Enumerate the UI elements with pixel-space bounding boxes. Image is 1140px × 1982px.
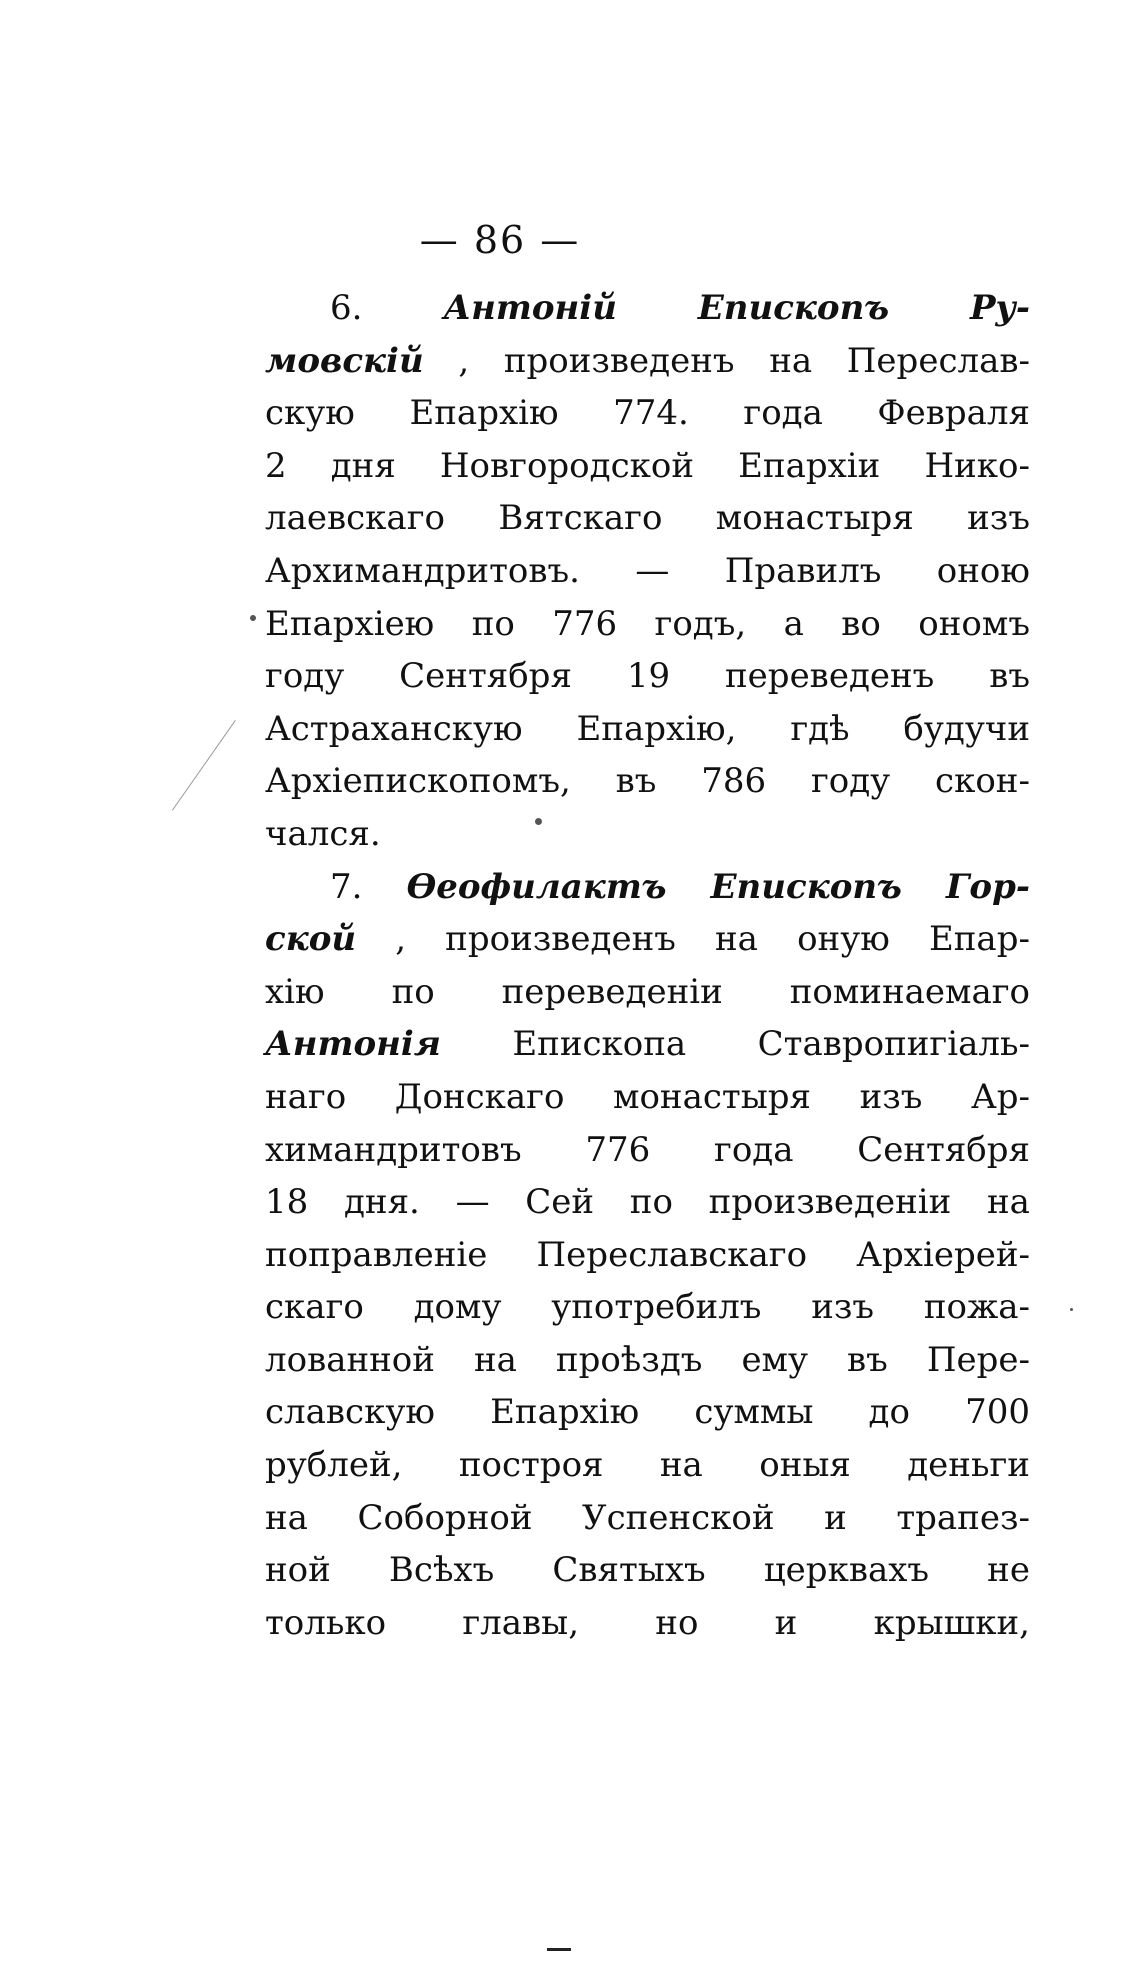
text-line	[265, 703, 1030, 756]
word: —	[635, 550, 670, 591]
text-line	[265, 650, 1030, 703]
text-line	[265, 492, 1030, 545]
word: Сей	[525, 1182, 595, 1223]
word: Донскаго	[394, 1076, 565, 1117]
word: и	[824, 1497, 847, 1538]
word: на	[265, 1497, 308, 1538]
word: на	[473, 1339, 517, 1380]
word: главы,	[462, 1602, 580, 1643]
proper-name: Ру-	[969, 288, 1030, 328]
word: Астраханскую	[265, 708, 523, 749]
word: рублей,	[265, 1445, 403, 1486]
word: проѣздъ	[555, 1339, 703, 1380]
word: Нико-	[924, 445, 1030, 486]
word: монастыря	[613, 1076, 811, 1117]
text-line	[265, 1071, 1030, 1124]
word: году	[265, 656, 345, 697]
word: 786	[701, 761, 767, 802]
word: Епархіею	[265, 603, 435, 644]
text-line	[265, 861, 1030, 914]
word: гдѣ	[790, 708, 850, 749]
word: году	[810, 761, 891, 802]
word: Пере-	[926, 1339, 1030, 1380]
text-line	[265, 387, 1030, 440]
word: ,	[395, 919, 407, 960]
text-line	[265, 282, 1030, 335]
word: ной	[265, 1550, 331, 1591]
word: не	[987, 1550, 1030, 1591]
word: года	[743, 393, 823, 434]
word: Успенской	[582, 1497, 775, 1538]
word: дня	[330, 445, 396, 486]
word: изъ	[859, 1076, 923, 1117]
text-line	[265, 1229, 1030, 1282]
word: лаевскаго	[265, 498, 445, 539]
word: переведеніи	[501, 971, 723, 1012]
word: до	[868, 1392, 910, 1433]
text-line	[265, 1492, 1030, 1545]
word: чался.	[265, 813, 381, 854]
text-line	[265, 808, 1030, 861]
word: Переслав-	[846, 340, 1030, 381]
word: поправленіе	[265, 1234, 488, 1275]
word: употребилъ	[551, 1287, 762, 1328]
word: трапез-	[896, 1497, 1030, 1538]
word: оною	[936, 550, 1030, 591]
word: въ	[989, 656, 1030, 697]
word: Епископа	[512, 1024, 687, 1065]
proper-name: Епископъ	[710, 866, 902, 907]
text-line	[265, 1544, 1030, 1597]
word: 19	[626, 656, 671, 697]
proper-name: Ѳеофилактъ	[406, 866, 667, 907]
word: 6.	[330, 288, 363, 328]
word: Соборной	[357, 1497, 533, 1538]
word: Февраля	[877, 393, 1030, 434]
word: оныя	[759, 1445, 851, 1486]
proper-name: Епископъ	[697, 288, 890, 328]
word: Архимандритовъ.	[265, 550, 580, 591]
word: ономъ	[918, 603, 1030, 644]
word: по	[471, 603, 515, 644]
ink-speck	[250, 615, 256, 621]
ink-speck	[535, 818, 542, 825]
word: 774.	[613, 393, 689, 434]
text-line	[265, 1176, 1030, 1229]
word: скаго	[265, 1287, 364, 1328]
text-line	[265, 440, 1030, 493]
word: церквахъ	[763, 1550, 930, 1591]
word: будучи	[903, 708, 1030, 749]
word: построя	[458, 1445, 604, 1486]
word: Епархію	[409, 393, 559, 434]
word: 2	[265, 445, 287, 486]
word: въ	[615, 761, 657, 802]
word: только	[265, 1602, 387, 1643]
word: ,	[458, 340, 470, 381]
text-line	[265, 755, 1030, 808]
word: года	[714, 1129, 794, 1170]
word: Епар-	[928, 919, 1030, 960]
word: пожа-	[923, 1287, 1030, 1328]
text-line	[265, 335, 1030, 388]
word: деньги	[907, 1445, 1030, 1486]
word: по	[391, 971, 435, 1012]
word: Сентября	[857, 1129, 1030, 1170]
word: наго	[265, 1076, 347, 1117]
page-number: — 86 —	[419, 218, 581, 262]
text-line	[265, 1597, 1030, 1650]
word: Архіепископомъ,	[265, 761, 571, 802]
word: дня.	[343, 1182, 420, 1223]
body-text	[265, 282, 1030, 1649]
word: оную	[797, 919, 890, 960]
word: во	[841, 603, 881, 644]
text-line	[265, 966, 1030, 1019]
bottom-mark	[547, 1948, 571, 1951]
word: Ар-	[970, 1076, 1030, 1117]
word: Вятскаго	[498, 498, 663, 539]
word: ему	[741, 1339, 809, 1380]
word: на	[769, 340, 813, 381]
proper-name: Антонія	[265, 1024, 441, 1065]
word: произведеніи	[708, 1182, 952, 1223]
word: скон-	[935, 761, 1030, 802]
word: на	[659, 1445, 703, 1486]
word: скую	[265, 393, 355, 434]
word: Правилъ	[724, 550, 882, 591]
word: монастыря	[715, 498, 914, 539]
word: на	[987, 1182, 1030, 1223]
word: Ставропигіаль-	[757, 1024, 1030, 1065]
word: Переславскаго	[536, 1234, 808, 1275]
proper-name: Антоній	[443, 288, 617, 328]
word: 7.	[330, 866, 363, 907]
word: изъ	[967, 498, 1030, 539]
word: 700	[965, 1392, 1030, 1433]
word: Новгородской	[439, 445, 695, 486]
ink-speck	[1070, 1308, 1073, 1311]
word: произведенъ	[503, 340, 735, 381]
proper-name: Гор-	[945, 866, 1030, 907]
text-line	[265, 1281, 1030, 1334]
text-line	[265, 1018, 1030, 1071]
word: —	[455, 1182, 490, 1223]
text-line	[265, 913, 1030, 966]
word: Епархію	[490, 1392, 640, 1433]
word: Всѣхъ	[388, 1550, 495, 1591]
word: суммы	[694, 1392, 814, 1433]
text-line	[265, 1124, 1030, 1177]
word: дому	[413, 1287, 502, 1328]
text-line	[265, 545, 1030, 598]
text-line	[265, 598, 1030, 651]
word: химандритовъ	[265, 1129, 522, 1170]
word: переведенъ	[725, 656, 935, 697]
word: Епархіи	[738, 445, 881, 486]
text-line	[265, 1439, 1030, 1492]
word: но	[655, 1602, 699, 1643]
margin-stroke	[172, 720, 236, 811]
word: 776	[552, 603, 618, 644]
word: поминаемаго	[789, 971, 1030, 1012]
word: Архіерей-	[856, 1234, 1030, 1275]
proper-name: мовскій	[265, 340, 424, 381]
word: и	[774, 1602, 798, 1643]
word: на	[715, 919, 758, 960]
word: произведенъ	[445, 919, 676, 960]
text-line	[265, 1386, 1030, 1439]
word: въ	[847, 1339, 888, 1380]
word: Епархію,	[576, 708, 737, 749]
word: по	[629, 1182, 673, 1223]
text-line	[265, 1334, 1030, 1387]
word: Сентября	[399, 656, 572, 697]
word: а	[783, 603, 804, 644]
word: лованной	[265, 1339, 435, 1380]
proper-name: ской	[265, 919, 357, 960]
word: Святыхъ	[552, 1550, 706, 1591]
word: крышки,	[873, 1602, 1030, 1643]
word: годъ,	[654, 603, 747, 644]
word: славскую	[265, 1392, 435, 1433]
word: 18	[265, 1182, 309, 1223]
word: изъ	[811, 1287, 875, 1328]
word: 776	[585, 1129, 651, 1170]
word: хію	[265, 971, 325, 1012]
